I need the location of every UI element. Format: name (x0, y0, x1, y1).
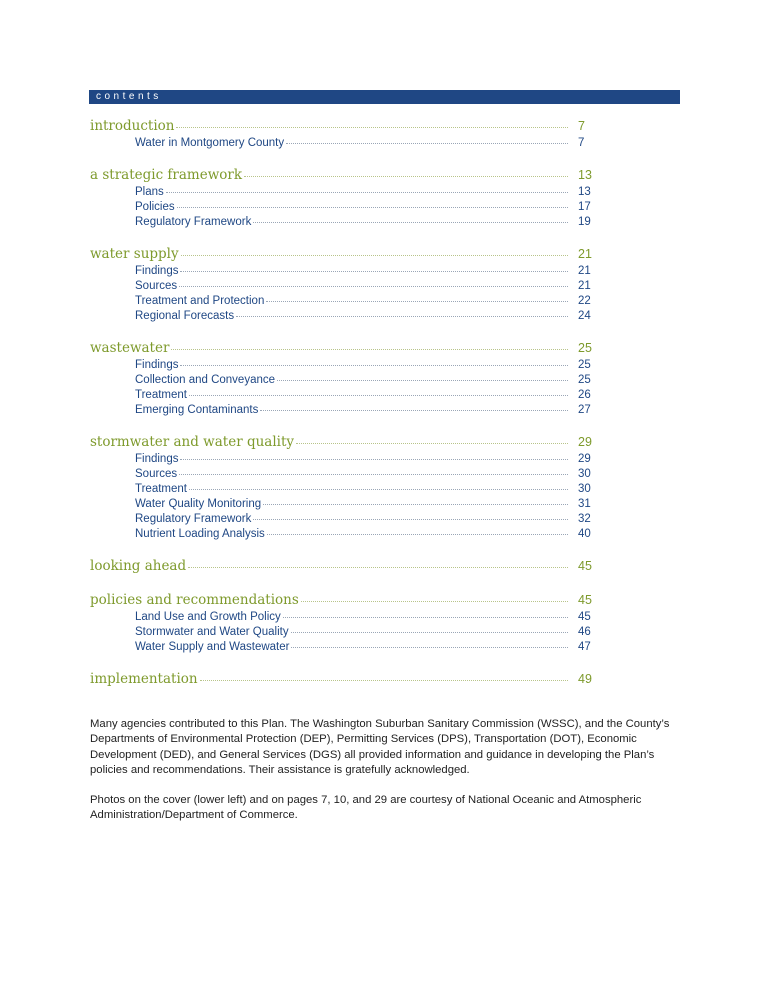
toc-entry-page-number: 47 (578, 641, 591, 653)
toc-entry[interactable] (90, 468, 602, 483)
toc-section-heading[interactable] (90, 246, 602, 265)
toc-section-heading-page-number: 45 (578, 593, 592, 607)
toc-entry[interactable] (90, 201, 602, 216)
toc-entry-page-number: 21 (578, 280, 591, 292)
toc-entry[interactable] (90, 389, 602, 404)
dot-leader (253, 519, 568, 520)
toc-entry-label: Water in Montgomery County (135, 137, 285, 149)
toc-section (90, 434, 602, 543)
toc-entry[interactable] (90, 498, 602, 513)
toc-entry[interactable] (90, 483, 602, 498)
toc-entry-label: Nutrient Loading Analysis (135, 528, 265, 540)
toc-section-heading[interactable] (90, 592, 602, 611)
acknowledgment-paragraph: Many agencies contributed to this Plan. The Washington Suburban Sanitary Commission (WSSC), and the County’s Departments of Environmental Protection (DEP), Permitting Services (DPS), Transportation (DOT), Economic Development (DED), and General Services (DGS) all provided information and guidance in developing the Plan’s policies and recommendations. Their assistance is gratefully acknowledged. (90, 718, 670, 776)
toc-entry-page-number: 19 (578, 216, 591, 228)
toc-entry[interactable] (90, 310, 602, 325)
photo-credit-paragraph: Photos on the cover (lower left) and on pages 7, 10, and 29 are courtesy of National Oceanic and Atmospheric Administration/Department of Commerce. (90, 794, 642, 822)
toc-section-heading-label: policies and recommendations (90, 592, 299, 608)
toc-entry-page-number: 45 (578, 611, 591, 623)
toc-entry[interactable] (90, 186, 602, 201)
toc-entry[interactable] (90, 216, 602, 231)
toc-entry[interactable] (90, 374, 602, 389)
toc-entry-page-number: 25 (578, 359, 591, 371)
dot-leader (277, 380, 568, 381)
toc-section-heading[interactable] (90, 340, 602, 359)
toc-entry-page-number: 40 (578, 528, 591, 540)
toc-entry-page-number: 46 (578, 626, 591, 638)
toc-entry-label: Findings (135, 265, 179, 277)
toc-section (90, 671, 602, 690)
toc-entry[interactable] (90, 626, 602, 641)
toc-section (90, 167, 602, 231)
contents-title: contents (96, 91, 162, 102)
toc-entry-label: Stormwater and Water Quality (135, 626, 289, 638)
toc-entry-label: Water Supply and Wastewater (135, 641, 290, 653)
dot-leader (180, 271, 568, 272)
toc-section (90, 592, 602, 656)
dot-leader (177, 207, 568, 208)
toc-entry-label: Plans (135, 186, 164, 198)
toc-section-heading-label: a strategic framework (90, 167, 243, 183)
toc-entry-page-number: 30 (578, 468, 591, 480)
dot-leader (181, 255, 568, 256)
dot-leader (171, 349, 568, 350)
toc-entry-label: Emerging Contaminants (135, 404, 259, 416)
toc-entry-page-number: 22 (578, 295, 591, 307)
toc-entry[interactable] (90, 528, 602, 543)
notes (90, 717, 680, 839)
toc-section-heading-label: introduction (90, 118, 175, 134)
dot-leader (179, 474, 568, 475)
toc-entry-label: Findings (135, 359, 179, 371)
toc-entry-label: Regulatory Framework (135, 513, 252, 525)
toc-entry-label: Land Use and Growth Policy (135, 611, 281, 623)
dot-leader (180, 365, 568, 366)
toc-section-heading-label: looking ahead (90, 558, 187, 574)
toc-section-heading-page-number: 25 (578, 341, 592, 355)
toc-entry[interactable] (90, 641, 602, 656)
toc-entry-page-number: 27 (578, 404, 591, 416)
toc-section-heading-label: wastewater (90, 340, 170, 356)
dot-leader (179, 286, 568, 287)
dot-leader (301, 601, 568, 602)
toc-entry[interactable] (90, 611, 602, 626)
dot-leader (180, 459, 568, 460)
toc-entry[interactable] (90, 404, 602, 419)
dot-leader (188, 567, 568, 568)
toc-section-heading[interactable] (90, 558, 602, 577)
dot-leader (286, 143, 568, 144)
dot-leader (166, 192, 568, 193)
toc-section (90, 118, 602, 152)
toc-entry-page-number: 30 (578, 483, 591, 495)
dot-leader (263, 504, 568, 505)
contents-header-bar (89, 90, 680, 104)
table-of-contents (90, 118, 602, 705)
toc-section-heading-label: stormwater and water quality (90, 434, 295, 450)
toc-entry-label: Regulatory Framework (135, 216, 252, 228)
dot-leader (189, 395, 568, 396)
dot-leader (291, 632, 568, 633)
dot-leader (189, 489, 568, 490)
dot-leader (283, 617, 568, 618)
toc-section-heading-page-number: 21 (578, 247, 592, 261)
toc-section (90, 340, 602, 419)
dot-leader (236, 316, 568, 317)
dot-leader (296, 443, 568, 444)
toc-section-heading-page-number: 45 (578, 559, 592, 573)
toc-entry-page-number: 13 (578, 186, 591, 198)
toc-entry[interactable] (90, 280, 602, 295)
toc-entry-page-number: 32 (578, 513, 591, 525)
toc-entry-label: Water Quality Monitoring (135, 498, 262, 510)
toc-section-heading-page-number: 7 (578, 119, 585, 133)
toc-section-heading-label: water supply (90, 246, 179, 262)
toc-entry-page-number: 7 (578, 137, 585, 149)
dot-leader (266, 301, 568, 302)
toc-entry[interactable] (90, 453, 602, 468)
toc-entry-label: Regional Forecasts (135, 310, 235, 322)
dot-leader (176, 127, 568, 128)
toc-entry-page-number: 26 (578, 389, 591, 401)
toc-section-heading-page-number: 49 (578, 672, 592, 686)
toc-entry-page-number: 25 (578, 374, 591, 386)
toc-entry-label: Findings (135, 453, 179, 465)
toc-entry-label: Policies (135, 201, 175, 213)
dot-leader (267, 534, 568, 535)
toc-section-heading[interactable] (90, 671, 602, 690)
toc-entry-page-number: 29 (578, 453, 591, 465)
toc-entry-label: Sources (135, 280, 178, 292)
toc-section-heading-page-number: 29 (578, 435, 592, 449)
toc-section (90, 246, 602, 325)
toc-entry-label: Collection and Conveyance (135, 374, 276, 386)
toc-section-heading[interactable] (90, 167, 602, 186)
toc-entry[interactable] (90, 295, 602, 310)
toc-section-heading-page-number: 13 (578, 168, 592, 182)
dot-leader (291, 647, 568, 648)
toc-entry-label: Treatment (135, 483, 187, 495)
toc-entry-page-number: 17 (578, 201, 591, 213)
toc-entry[interactable] (90, 513, 602, 528)
toc-entry-page-number: 31 (578, 498, 591, 510)
toc-section (90, 558, 602, 577)
toc-entry-label: Treatment and Protection (135, 295, 265, 307)
dot-leader (260, 410, 568, 411)
toc-entry-label: Treatment (135, 389, 187, 401)
toc-section-heading[interactable] (90, 118, 602, 137)
dot-leader (244, 176, 568, 177)
toc-section-heading-label: implementation (90, 671, 198, 687)
toc-entry-page-number: 21 (578, 265, 591, 277)
dot-leader (253, 222, 568, 223)
dot-leader (200, 680, 568, 681)
toc-section-heading[interactable] (90, 434, 602, 453)
toc-entry-page-number: 24 (578, 310, 591, 322)
toc-entry[interactable] (90, 137, 602, 152)
toc-entry[interactable] (90, 265, 602, 280)
toc-entry[interactable] (90, 359, 602, 374)
toc-entry-label: Sources (135, 468, 178, 480)
